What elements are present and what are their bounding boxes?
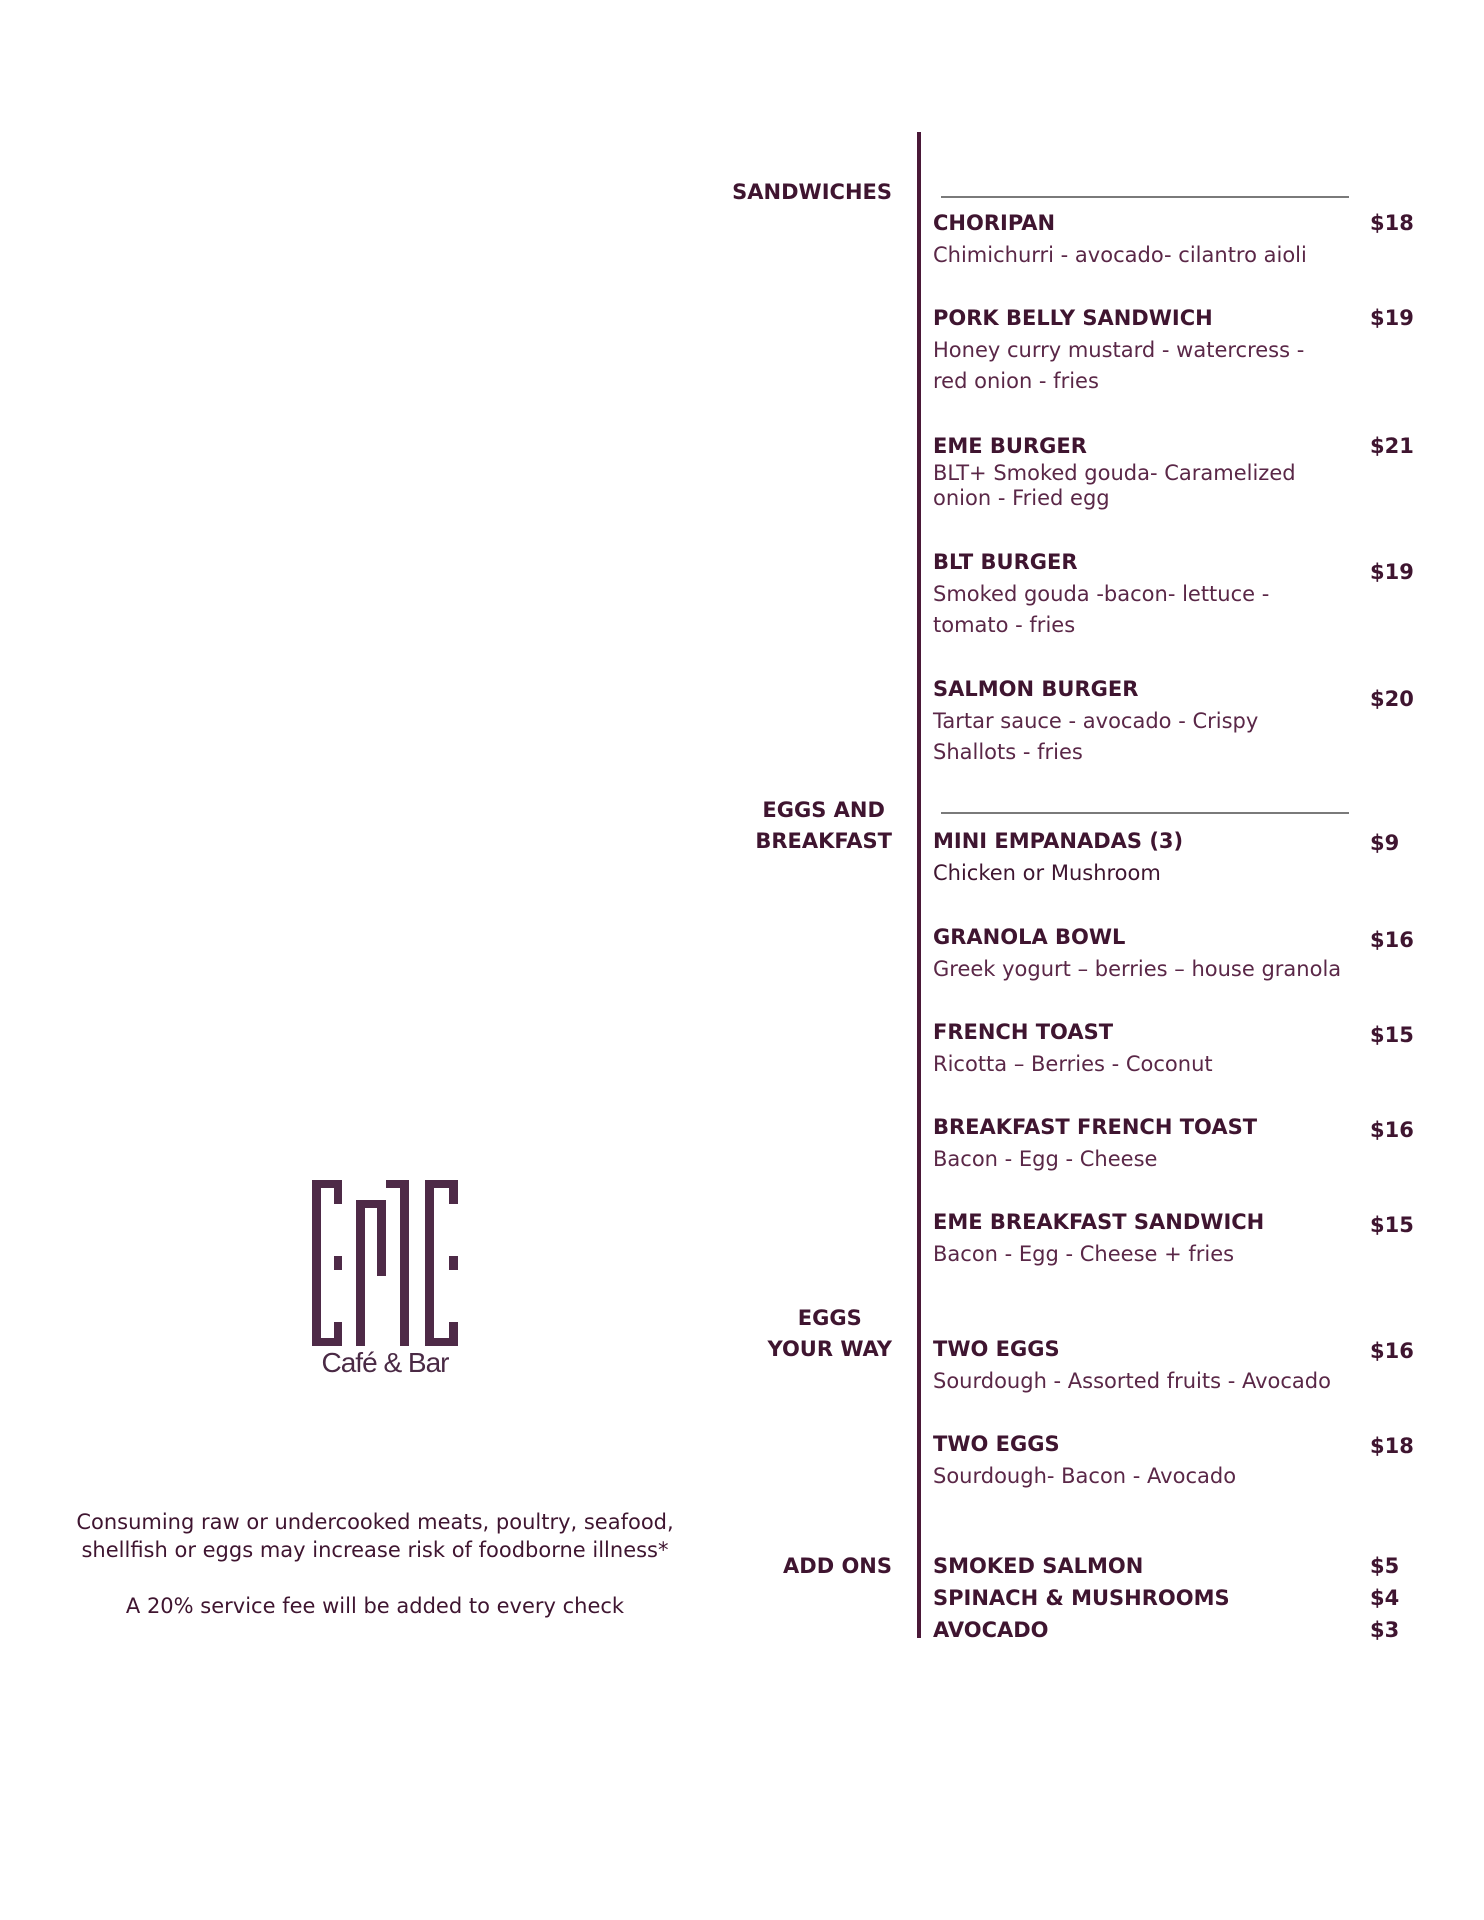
item-name: EME BREAKFAST SANDWICH (933, 1210, 1265, 1234)
menu-item (933, 826, 1353, 889)
item-price: $19 (1370, 560, 1414, 584)
item-price: $18 (1370, 211, 1414, 235)
menu-item (933, 1334, 1353, 1397)
foodborne-notice: Consuming raw or undercooked meats, poultry, seafood, shellfish or eggs may increase risk of foodborne illness* (76, 1510, 674, 1562)
section-label-add-ons: ADD ONS (783, 1554, 892, 1578)
item-description: Tartar sauce - avocado - Crispy Shallots - fries (933, 709, 1259, 764)
section-label-sandwiches: SANDWICHES (732, 180, 892, 204)
menu-item (933, 674, 1313, 768)
section-rule-sandwiches (941, 196, 1349, 198)
item-description: Sourdough- Bacon - Avocado (933, 1464, 1237, 1488)
item-description: Smoked gouda -bacon- lettuce - tomato - fries (933, 582, 1270, 637)
item-name: GRANOLA BOWL (933, 925, 1126, 949)
menu-item (933, 208, 1353, 271)
item-name: BLT BURGER (933, 550, 1078, 574)
item-price: $19 (1370, 306, 1414, 330)
item-name: FRENCH TOAST (933, 1020, 1114, 1044)
item-name: BREAKFAST FRENCH TOAST (933, 1115, 1258, 1139)
item-price: $15 (1370, 1213, 1414, 1237)
addon-name: AVOCADO (933, 1618, 1049, 1642)
section-rule-eggs-breakfast (941, 812, 1349, 814)
item-description: Bacon - Egg - Cheese (933, 1147, 1158, 1171)
section-label-eggs-breakfast: EGGS AND BREAKFAST (755, 798, 892, 853)
item-description: Ricotta – Berries - Coconut (933, 1052, 1213, 1076)
eme-logo (312, 1180, 458, 1346)
addon-name: SMOKED SALMON (933, 1554, 1144, 1578)
item-description: Sourdough - Assorted fruits - Avocado (933, 1369, 1331, 1393)
item-price: $18 (1370, 1434, 1414, 1458)
item-price: $9 (1370, 831, 1400, 855)
item-price: $15 (1370, 1023, 1414, 1047)
item-description: Chicken or Mushroom (933, 861, 1161, 885)
brand-subtitle: Café & Bar (321, 1347, 449, 1378)
item-name: SALMON BURGER (933, 677, 1139, 701)
item-name: TWO EGGS (933, 1337, 1060, 1361)
item-description: BLT+ Smoked gouda- Caramelized onion - Fried egg (933, 461, 1296, 510)
item-description: Chimichurri - avocado- cilantro aioli (933, 243, 1307, 267)
service-fee-notice: A 20% service fee will be added to every check (125, 1594, 625, 1618)
addon-price: $4 (1370, 1586, 1400, 1610)
menu-item (933, 303, 1333, 397)
addon-price: $5 (1370, 1554, 1400, 1578)
section-label-eggs-your-way: EGGS YOUR WAY (767, 1306, 892, 1361)
menu-item (933, 547, 1313, 641)
addon-name: SPINACH & MUSHROOMS (933, 1586, 1230, 1610)
vertical-divider (917, 132, 921, 1638)
menu-item (933, 1112, 1353, 1175)
item-name: PORK BELLY SANDWICH (933, 306, 1213, 330)
item-description: Honey curry mustard - watercress - red onion - fries (933, 338, 1305, 393)
item-name: MINI EMPANADAS (3) (933, 829, 1184, 853)
menu-item (933, 431, 1323, 511)
addon-price: $3 (1370, 1618, 1400, 1642)
item-description: Greek yogurt – berries – house granola (933, 957, 1342, 981)
item-price: $16 (1370, 1118, 1414, 1142)
item-name: EME BURGER (933, 434, 1087, 458)
item-name: CHORIPAN (933, 211, 1056, 235)
item-price: $21 (1370, 434, 1414, 458)
item-price: $20 (1370, 687, 1414, 711)
item-description: Bacon - Egg - Cheese + fries (933, 1242, 1235, 1266)
item-name: TWO EGGS (933, 1432, 1060, 1456)
menu-item (933, 1017, 1353, 1080)
item-price: $16 (1370, 1339, 1414, 1363)
menu-item (933, 1207, 1353, 1270)
menu-item (933, 1429, 1353, 1492)
item-price: $16 (1370, 928, 1414, 952)
menu-item (933, 922, 1353, 985)
